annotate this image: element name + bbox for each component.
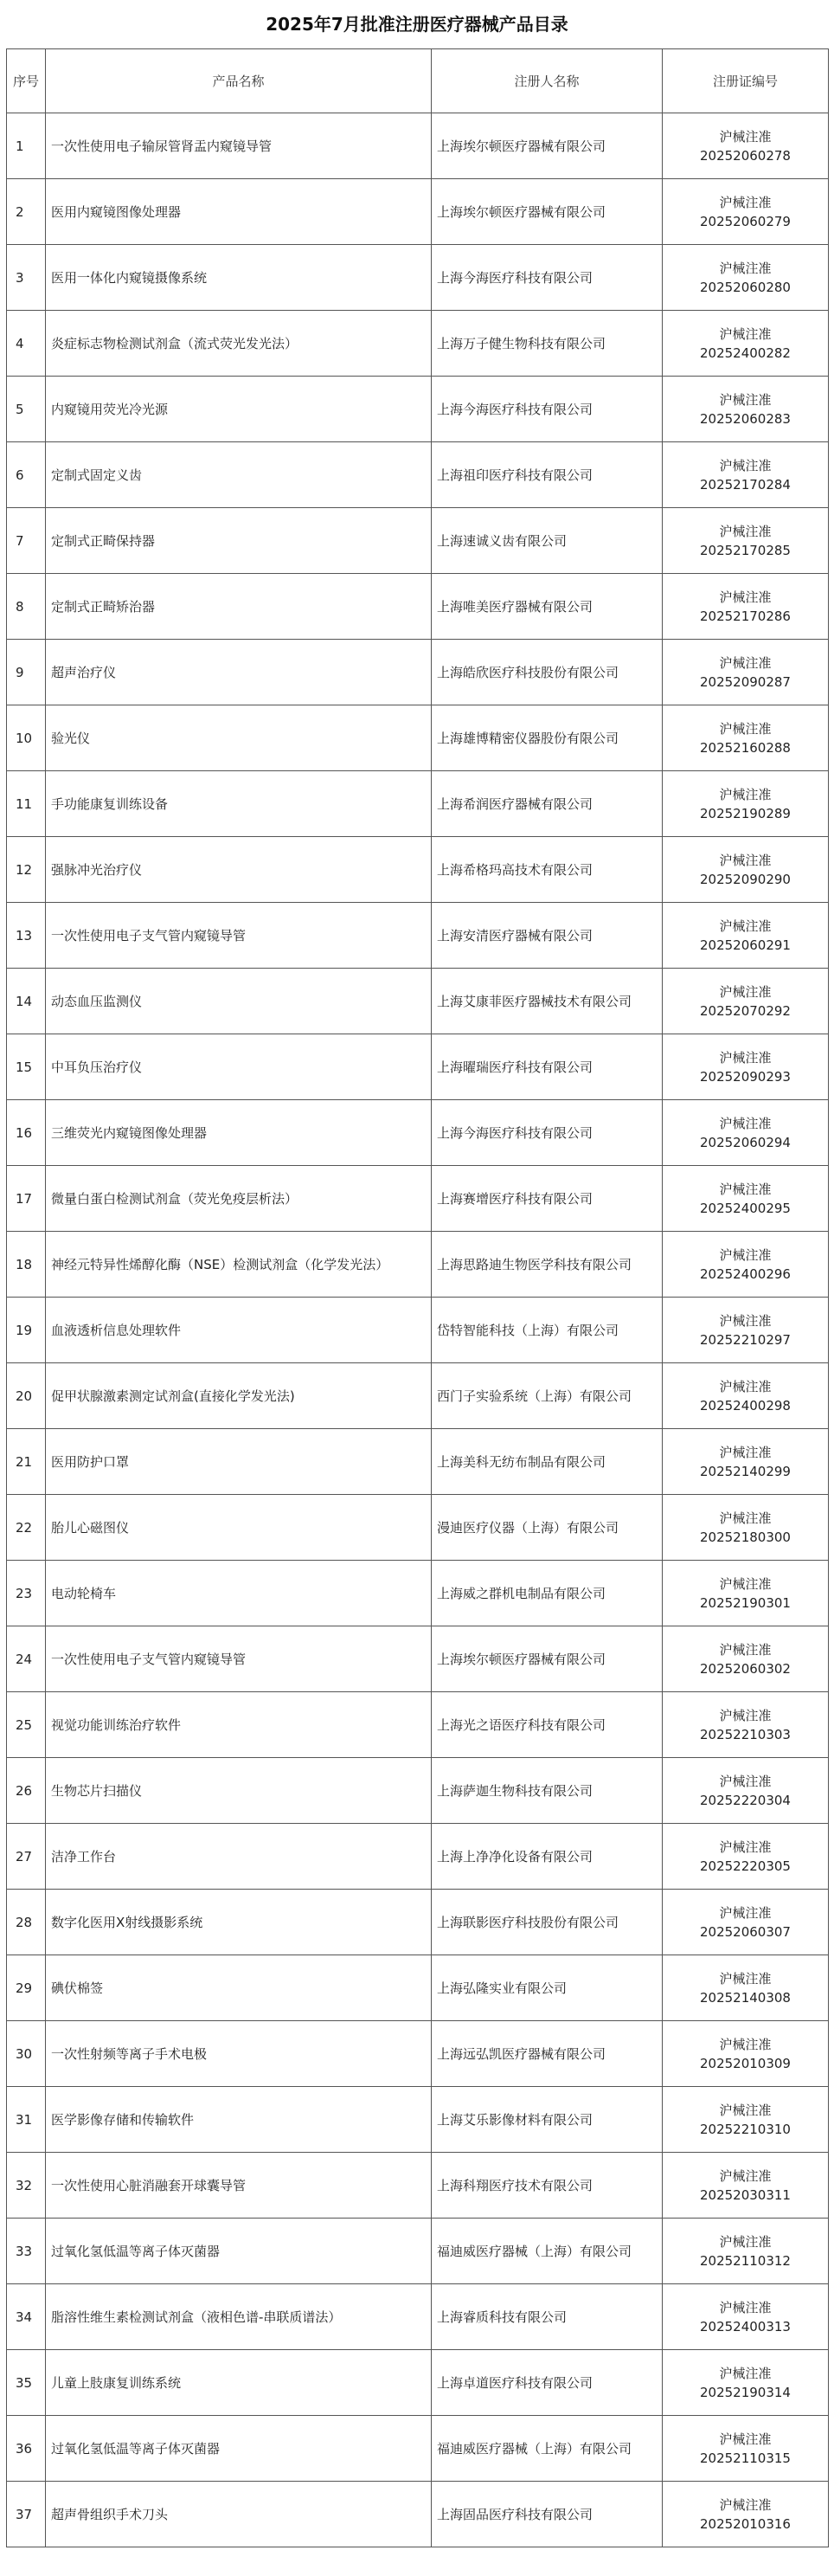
row-product-name: 中耳负压治疗仪 (46, 1034, 432, 1100)
row-certificate-number (663, 1890, 829, 1955)
row-serial-number: 29 (7, 1955, 46, 2021)
row-certificate-number (663, 771, 829, 837)
row-certificate-number (663, 574, 829, 640)
table-row (7, 969, 829, 1034)
certificate-prefix: 沪械注准 (719, 1904, 772, 1921)
row-certificate-number (663, 1758, 829, 1824)
row-serial-number: 14 (7, 969, 46, 1034)
row-serial-number: 18 (7, 1232, 46, 1298)
row-certificate-number (663, 705, 829, 771)
certificate-prefix: 沪械注准 (719, 1115, 772, 1131)
header-product-name: 产品名称 (46, 49, 432, 113)
certificate-code: 20252090290 (700, 871, 791, 887)
row-product-name: 超声骨组织手术刀头 (46, 2482, 432, 2547)
row-serial-number: 3 (7, 245, 46, 311)
row-serial-number: 10 (7, 705, 46, 771)
certificate-prefix: 沪械注准 (719, 589, 772, 605)
row-product-name: 医用一体化内窥镜摄像系统 (46, 245, 432, 311)
certificate-prefix: 沪械注准 (719, 1181, 772, 1197)
table-row (7, 311, 829, 377)
row-product-name: 一次性使用心脏消融套开球囊导管 (46, 2153, 432, 2219)
certificate-code: 20252190289 (700, 805, 791, 821)
row-registrant-name: 上海卓道医疗科技有限公司 (432, 2350, 663, 2416)
table-row (7, 1298, 829, 1363)
certificate-prefix: 沪械注准 (719, 2496, 772, 2513)
row-certificate-number (663, 903, 829, 969)
certificate-prefix: 沪械注准 (719, 2431, 772, 2447)
header-registrant-name: 注册人名称 (432, 49, 663, 113)
header-serial-number: 序号 (7, 49, 46, 113)
certificate-code: 20252220304 (700, 1792, 791, 1808)
row-serial-number: 4 (7, 311, 46, 377)
certificate-code: 20252110315 (700, 2450, 791, 2466)
row-serial-number: 19 (7, 1298, 46, 1363)
table-body (7, 113, 829, 2547)
certificate-code: 20252400298 (700, 1397, 791, 1414)
row-product-name: 过氧化氢低温等离子体灭菌器 (46, 2416, 432, 2482)
table-row (7, 1495, 829, 1561)
row-serial-number: 25 (7, 1692, 46, 1758)
row-registrant-name: 上海今海医疗科技有限公司 (432, 377, 663, 442)
certificate-prefix: 沪械注准 (719, 2102, 772, 2118)
certificate-code: 20252140308 (700, 1989, 791, 2006)
row-certificate-number (663, 1232, 829, 1298)
row-serial-number: 6 (7, 442, 46, 508)
certificate-prefix: 沪械注准 (719, 1707, 772, 1723)
certificate-prefix: 沪械注准 (719, 325, 772, 342)
row-serial-number: 33 (7, 2219, 46, 2284)
row-registrant-name: 上海联影医疗科技股份有限公司 (432, 1890, 663, 1955)
table-row (7, 1890, 829, 1955)
row-certificate-number (663, 2219, 829, 2284)
header-certificate-number: 注册证编号 (663, 49, 829, 113)
row-serial-number: 15 (7, 1034, 46, 1100)
row-registrant-name: 上海曜瑞医疗科技有限公司 (432, 1034, 663, 1100)
row-serial-number: 17 (7, 1166, 46, 1232)
table-row (7, 1692, 829, 1758)
table-row (7, 705, 829, 771)
row-certificate-number (663, 2482, 829, 2547)
certificate-prefix: 沪械注准 (719, 1575, 772, 1592)
row-product-name: 医学影像存储和传输软件 (46, 2087, 432, 2153)
row-serial-number: 23 (7, 1561, 46, 1626)
row-product-name: 脂溶性维生素检测试剂盒（液相色谱-串联质谱法） (46, 2284, 432, 2350)
table-row (7, 1758, 829, 1824)
row-registrant-name: 西门子实验系统（上海）有限公司 (432, 1363, 663, 1429)
row-serial-number: 28 (7, 1890, 46, 1955)
row-product-name: 碘伏棉签 (46, 1955, 432, 2021)
certificate-code: 20252400282 (700, 345, 791, 361)
table-row (7, 2482, 829, 2547)
row-certificate-number (663, 1692, 829, 1758)
row-certificate-number (663, 1495, 829, 1561)
row-serial-number: 22 (7, 1495, 46, 1561)
row-certificate-number (663, 2021, 829, 2087)
certificate-code: 20252160288 (700, 739, 791, 756)
row-certificate-number (663, 113, 829, 179)
table-row (7, 574, 829, 640)
row-certificate-number (663, 2153, 829, 2219)
row-registrant-name: 上海唯美医疗器械有限公司 (432, 574, 663, 640)
certificate-code: 20252180300 (700, 1529, 791, 1545)
row-serial-number: 21 (7, 1429, 46, 1495)
row-certificate-number (663, 2416, 829, 2482)
row-certificate-number (663, 508, 829, 574)
row-product-name: 促甲状腺激素测定试剂盒(直接化学发光法) (46, 1363, 432, 1429)
row-product-name: 生物芯片扫描仪 (46, 1758, 432, 1824)
row-certificate-number (663, 179, 829, 245)
row-registrant-name: 上海皓欣医疗科技股份有限公司 (432, 640, 663, 705)
row-certificate-number (663, 1955, 829, 2021)
row-certificate-number (663, 640, 829, 705)
certificate-code: 20252190314 (700, 2384, 791, 2400)
table-row (7, 1561, 829, 1626)
certificate-prefix: 沪械注准 (719, 720, 772, 737)
table-row (7, 377, 829, 442)
row-product-name: 定制式正畸保持器 (46, 508, 432, 574)
header-row (7, 49, 829, 113)
table-row (7, 1363, 829, 1429)
table-row (7, 1166, 829, 1232)
row-serial-number: 37 (7, 2482, 46, 2547)
row-product-name: 手功能康复训练设备 (46, 771, 432, 837)
certificate-prefix: 沪械注准 (719, 2167, 772, 2184)
row-registrant-name: 上海赛增医疗科技有限公司 (432, 1166, 663, 1232)
certificate-code: 20252090287 (700, 673, 791, 690)
certificate-code: 20252190301 (700, 1594, 791, 1611)
table-row (7, 2153, 829, 2219)
row-registrant-name: 岱特智能科技（上海）有限公司 (432, 1298, 663, 1363)
row-product-name: 炎症标志物检测试剂盒（流式荧光发光法） (46, 311, 432, 377)
row-registrant-name: 福迪威医疗器械（上海）有限公司 (432, 2416, 663, 2482)
row-product-name: 动态血压监测仪 (46, 969, 432, 1034)
certificate-prefix: 沪械注准 (719, 1312, 772, 1329)
row-product-name: 内窥镜用荧光冷光源 (46, 377, 432, 442)
certificate-prefix: 沪械注准 (719, 457, 772, 473)
certificate-prefix: 沪械注准 (719, 1839, 772, 1855)
row-serial-number: 13 (7, 903, 46, 969)
certificate-prefix: 沪械注准 (719, 128, 772, 145)
row-registrant-name: 上海今海医疗科技有限公司 (432, 245, 663, 311)
table-row (7, 1429, 829, 1495)
registration-table (6, 48, 829, 2547)
table-row (7, 903, 829, 969)
row-certificate-number (663, 1034, 829, 1100)
certificate-code: 20252060307 (700, 1923, 791, 1940)
row-serial-number: 31 (7, 2087, 46, 2153)
table-row (7, 837, 829, 903)
row-certificate-number (663, 1626, 829, 1692)
row-registrant-name: 上海睿质科技有限公司 (432, 2284, 663, 2350)
certificate-prefix: 沪械注准 (719, 1246, 772, 1263)
certificate-prefix: 沪械注准 (719, 2365, 772, 2381)
row-registrant-name: 上海弘隆实业有限公司 (432, 1955, 663, 2021)
certificate-code: 20252060283 (700, 410, 791, 427)
row-registrant-name: 上海艾乐影像材料有限公司 (432, 2087, 663, 2153)
table-row (7, 179, 829, 245)
row-certificate-number (663, 2087, 829, 2153)
row-certificate-number (663, 1100, 829, 1166)
certificate-code: 20252210303 (700, 1726, 791, 1742)
certificate-prefix: 沪械注准 (719, 2299, 772, 2315)
row-certificate-number (663, 442, 829, 508)
certificate-prefix: 沪械注准 (719, 1378, 772, 1394)
row-registrant-name: 上海上净净化设备有限公司 (432, 1824, 663, 1890)
row-product-name: 一次性使用电子支气管内窥镜导管 (46, 1626, 432, 1692)
row-serial-number: 27 (7, 1824, 46, 1890)
certificate-prefix: 沪械注准 (719, 2233, 772, 2250)
row-product-name: 电动轮椅车 (46, 1561, 432, 1626)
certificate-prefix: 沪械注准 (719, 1641, 772, 1658)
certificate-code: 20252170285 (700, 542, 791, 558)
page-title: 2025年7月批准注册医疗器械产品目录 (266, 13, 568, 35)
row-certificate-number (663, 1298, 829, 1363)
row-registrant-name: 上海艾康菲医疗器械技术有限公司 (432, 969, 663, 1034)
certificate-prefix: 沪械注准 (719, 852, 772, 868)
row-serial-number: 9 (7, 640, 46, 705)
row-product-name: 强脉冲光治疗仪 (46, 837, 432, 903)
certificate-prefix: 沪械注准 (719, 1970, 772, 1987)
certificate-prefix: 沪械注准 (719, 1049, 772, 1066)
row-certificate-number (663, 969, 829, 1034)
row-product-name: 血液透析信息处理软件 (46, 1298, 432, 1363)
table-row (7, 1100, 829, 1166)
certificate-code: 20252010309 (700, 2055, 791, 2071)
row-registrant-name: 上海科翔医疗技术有限公司 (432, 2153, 663, 2219)
row-registrant-name: 上海今海医疗科技有限公司 (432, 1100, 663, 1166)
table-row (7, 2219, 829, 2284)
row-product-name: 一次性使用电子支气管内窥镜导管 (46, 903, 432, 969)
table-row (7, 113, 829, 179)
row-serial-number: 1 (7, 113, 46, 179)
row-product-name: 医用防护口罩 (46, 1429, 432, 1495)
row-serial-number: 8 (7, 574, 46, 640)
row-registrant-name: 上海速诚义齿有限公司 (432, 508, 663, 574)
table-row (7, 1626, 829, 1692)
row-product-name: 洁净工作台 (46, 1824, 432, 1890)
table-row (7, 245, 829, 311)
certificate-code: 20252400313 (700, 2318, 791, 2334)
row-serial-number: 26 (7, 1758, 46, 1824)
row-certificate-number (663, 1824, 829, 1890)
certificate-code: 20252060291 (700, 937, 791, 953)
row-certificate-number (663, 2350, 829, 2416)
row-registrant-name: 上海思路迪生物医学科技有限公司 (432, 1232, 663, 1298)
row-serial-number: 12 (7, 837, 46, 903)
row-serial-number: 2 (7, 179, 46, 245)
row-registrant-name: 上海光之语医疗科技有限公司 (432, 1692, 663, 1758)
row-registrant-name: 上海埃尔顿医疗器械有限公司 (432, 113, 663, 179)
row-certificate-number (663, 2284, 829, 2350)
row-registrant-name: 福迪威医疗器械（上海）有限公司 (432, 2219, 663, 2284)
row-registrant-name: 上海美科无纺布制品有限公司 (432, 1429, 663, 1495)
row-registrant-name: 上海希润医疗器械有限公司 (432, 771, 663, 837)
row-product-name: 超声治疗仪 (46, 640, 432, 705)
table-row (7, 771, 829, 837)
table-row (7, 1232, 829, 1298)
certificate-code: 20252210297 (700, 1331, 791, 1348)
row-serial-number: 5 (7, 377, 46, 442)
row-product-name: 一次性射频等离子手术电极 (46, 2021, 432, 2087)
table-row (7, 2087, 829, 2153)
row-product-name: 数字化医用X射线摄影系统 (46, 1890, 432, 1955)
certificate-code: 20252060302 (700, 1660, 791, 1677)
certificate-code: 20252210310 (700, 2121, 791, 2137)
certificate-code: 20252030311 (700, 2186, 791, 2203)
row-product-name: 胎儿心磁图仪 (46, 1495, 432, 1561)
row-serial-number: 30 (7, 2021, 46, 2087)
row-product-name: 一次性使用电子输尿管肾盂内窥镜导管 (46, 113, 432, 179)
row-product-name: 医用内窥镜图像处理器 (46, 179, 432, 245)
row-product-name: 过氧化氢低温等离子体灭菌器 (46, 2219, 432, 2284)
row-certificate-number (663, 1561, 829, 1626)
certificate-prefix: 沪械注准 (719, 1510, 772, 1526)
row-serial-number: 36 (7, 2416, 46, 2482)
row-product-name: 视觉功能训练治疗软件 (46, 1692, 432, 1758)
certificate-prefix: 沪械注准 (719, 391, 772, 408)
table-row (7, 508, 829, 574)
row-certificate-number (663, 1363, 829, 1429)
row-serial-number: 34 (7, 2284, 46, 2350)
certificate-code: 20252400295 (700, 1200, 791, 1216)
certificate-code: 20252010316 (700, 2515, 791, 2532)
table-row (7, 1955, 829, 2021)
certificate-prefix: 沪械注准 (719, 2036, 772, 2052)
certificate-code: 20252060294 (700, 1134, 791, 1150)
certificate-code: 20252060280 (700, 279, 791, 295)
row-serial-number: 11 (7, 771, 46, 837)
table-row (7, 442, 829, 508)
certificate-prefix: 沪械注准 (719, 786, 772, 802)
certificate-code: 20252170286 (700, 608, 791, 624)
table-row (7, 2416, 829, 2482)
row-product-name: 三维荧光内窥镜图像处理器 (46, 1100, 432, 1166)
row-serial-number: 16 (7, 1100, 46, 1166)
row-serial-number: 35 (7, 2350, 46, 2416)
row-certificate-number (663, 311, 829, 377)
certificate-code: 20252400296 (700, 1265, 791, 1282)
row-registrant-name: 上海万子健生物科技有限公司 (432, 311, 663, 377)
certificate-prefix: 沪械注准 (719, 523, 772, 539)
row-certificate-number (663, 377, 829, 442)
row-registrant-name: 上海祖印医疗科技有限公司 (432, 442, 663, 508)
row-product-name: 验光仪 (46, 705, 432, 771)
row-serial-number: 20 (7, 1363, 46, 1429)
row-certificate-number (663, 837, 829, 903)
certificate-code: 20252070292 (700, 1002, 791, 1019)
row-registrant-name: 上海安清医疗器械有限公司 (432, 903, 663, 969)
table-row (7, 2284, 829, 2350)
row-registrant-name: 上海远弘凯医疗器械有限公司 (432, 2021, 663, 2087)
table-row (7, 1034, 829, 1100)
table-row (7, 2021, 829, 2087)
row-certificate-number (663, 1166, 829, 1232)
certificate-prefix: 沪械注准 (719, 260, 772, 276)
certificate-code: 20252090293 (700, 1068, 791, 1085)
row-registrant-name: 上海威之群机电制品有限公司 (432, 1561, 663, 1626)
certificate-prefix: 沪械注准 (719, 1773, 772, 1789)
row-certificate-number (663, 1429, 829, 1495)
row-registrant-name: 上海固品医疗科技有限公司 (432, 2482, 663, 2547)
table-row (7, 2350, 829, 2416)
certificate-code: 20252110312 (700, 2252, 791, 2269)
certificate-prefix: 沪械注准 (719, 654, 772, 671)
certificate-code: 20252220305 (700, 1858, 791, 1874)
certificate-code: 20252060279 (700, 213, 791, 229)
certificate-code: 20252060278 (700, 147, 791, 164)
row-product-name: 定制式固定义齿 (46, 442, 432, 508)
row-registrant-name: 上海埃尔顿医疗器械有限公司 (432, 1626, 663, 1692)
table-row (7, 1824, 829, 1890)
row-product-name: 神经元特异性烯醇化酶（NSE）检测试剂盒（化学发光法） (46, 1232, 432, 1298)
row-product-name: 定制式正畸矫治器 (46, 574, 432, 640)
certificate-prefix: 沪械注准 (719, 918, 772, 934)
row-serial-number: 24 (7, 1626, 46, 1692)
certificate-code: 20252140299 (700, 1463, 791, 1479)
certificate-prefix: 沪械注准 (719, 983, 772, 1000)
row-serial-number: 7 (7, 508, 46, 574)
certificate-code: 20252170284 (700, 476, 791, 493)
table-row (7, 640, 829, 705)
row-registrant-name: 上海雄博精密仪器股份有限公司 (432, 705, 663, 771)
row-certificate-number (663, 245, 829, 311)
row-registrant-name: 上海萨迦生物科技有限公司 (432, 1758, 663, 1824)
row-registrant-name: 上海希格玛高技术有限公司 (432, 837, 663, 903)
table-header (7, 49, 829, 113)
certificate-prefix: 沪械注准 (719, 1444, 772, 1460)
certificate-prefix: 沪械注准 (719, 194, 772, 210)
row-serial-number: 32 (7, 2153, 46, 2219)
row-registrant-name: 上海埃尔顿医疗器械有限公司 (432, 179, 663, 245)
row-registrant-name: 漫迪医疗仪器（上海）有限公司 (432, 1495, 663, 1561)
row-product-name: 儿童上肢康复训练系统 (46, 2350, 432, 2416)
row-product-name: 微量白蛋白检测试剂盒（荧光免疫层析法） (46, 1166, 432, 1232)
